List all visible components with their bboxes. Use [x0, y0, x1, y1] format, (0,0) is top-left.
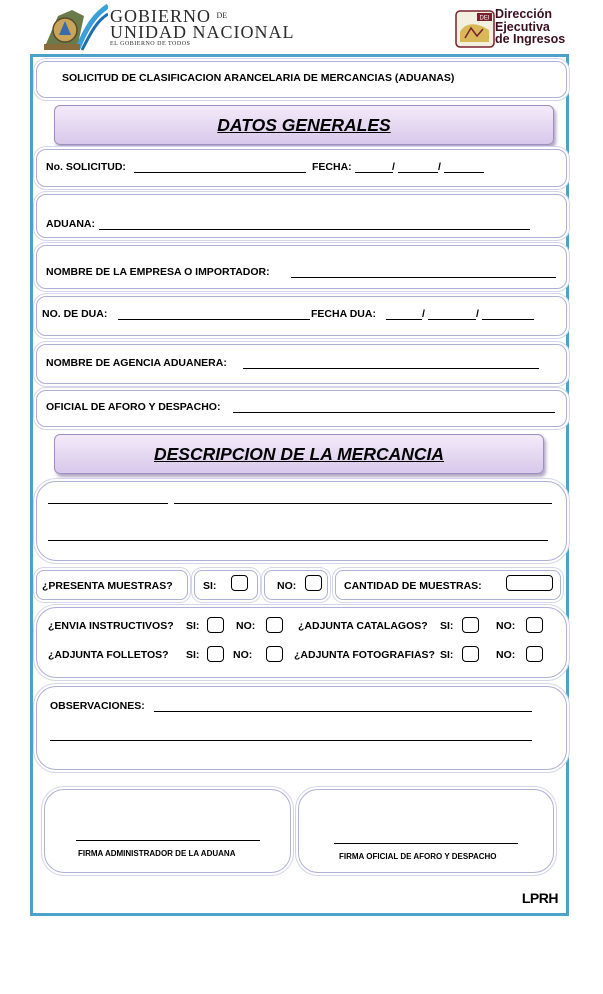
aduana-field[interactable]	[99, 229, 530, 230]
firma-admin-box	[44, 789, 291, 873]
empresa-field[interactable]	[291, 277, 556, 278]
fecha-label: FECHA:	[312, 161, 352, 173]
firma-admin-label: FIRMA ADMINISTRADOR DE LA ADUANA	[78, 849, 236, 858]
svg-text:DEI: DEI	[479, 15, 490, 22]
observaciones-line-1[interactable]	[154, 711, 532, 712]
fotografias-no-label: NO:	[496, 649, 516, 661]
fotografias-si-checkbox[interactable]	[462, 646, 479, 662]
folletos-si-checkbox[interactable]	[207, 646, 224, 662]
instructivos-no-label: NO:	[236, 620, 256, 632]
adjunta-catalogos-label: ¿ADJUNTA CATALAGOS?	[298, 620, 428, 632]
catalogos-si-label: SI:	[440, 620, 454, 632]
cantidad-muestras-label: CANTIDAD DE MUESTRAS:	[344, 580, 482, 592]
section-datos-generales	[54, 105, 554, 145]
adjunta-folletos-label: ¿ADJUNTA FOLLETOS?	[48, 649, 169, 661]
oficial-label: OFICIAL DE AFORO Y DESPACHO:	[46, 401, 221, 413]
descripcion-box	[36, 481, 567, 561]
firma-oficial-label: FIRMA OFICIAL DE AFORO Y DESPACHO	[339, 852, 497, 861]
dei-name: Dirección Ejecutiva de Ingresos	[495, 7, 566, 46]
descripcion-line-1b[interactable]	[174, 503, 552, 504]
section-title: DESCRIPCION DE LA MERCANCIA	[153, 443, 445, 464]
section-title: DATOS GENERALES	[217, 114, 391, 135]
catalogos-no-label: NO:	[496, 620, 516, 632]
folletos-no-checkbox[interactable]	[266, 646, 283, 662]
instructivos-si-label: SI:	[186, 620, 200, 632]
no-dua-field[interactable]	[118, 319, 310, 320]
government-name: GOBIERNO $^{DE}$ UNIDAD NACIONAL EL GOBIERNO DE TODOS	[110, 6, 295, 47]
muestras-si-label: SI:	[203, 580, 217, 592]
cantidad-muestras-input[interactable]	[506, 575, 553, 591]
muestras-si-checkbox[interactable]	[231, 575, 248, 591]
oficial-field[interactable]	[233, 412, 555, 413]
no-solicitud-field[interactable]	[134, 172, 306, 173]
folletos-no-label: NO:	[233, 649, 253, 661]
catalogos-no-checkbox[interactable]	[526, 617, 543, 633]
observaciones-line-2[interactable]	[50, 740, 532, 741]
fecha-year-field[interactable]	[444, 172, 484, 173]
descripcion-line-1a[interactable]	[48, 503, 168, 504]
section-descripcion	[54, 434, 544, 474]
firma-admin-line[interactable]	[76, 840, 260, 841]
aduana-label: ADUANA:	[46, 218, 95, 230]
agencia-label: NOMBRE DE AGENCIA ADUANERA:	[46, 357, 227, 369]
instructivos-si-checkbox[interactable]	[207, 617, 224, 633]
no-dua-label: NO. DE DUA:	[42, 308, 108, 320]
dei-logo-icon	[455, 10, 495, 48]
muestras-no-label: NO:	[277, 580, 297, 592]
observaciones-label: OBSERVACIONES:	[50, 700, 145, 712]
empresa-label: NOMBRE DE LA EMPRESA O IMPORTADOR:	[46, 266, 270, 278]
no-solicitud-label: No. SOLICITUD:	[46, 161, 126, 173]
agencia-field[interactable]	[243, 368, 539, 369]
field-row	[36, 194, 567, 238]
form-code: LPRH	[521, 890, 558, 906]
fecha-month-field[interactable]	[398, 172, 438, 173]
observaciones-box	[36, 686, 567, 770]
fecha-dua-year-field[interactable]	[482, 319, 534, 320]
fecha-day-field[interactable]	[355, 172, 393, 173]
adjuntos-box	[36, 607, 567, 678]
field-row	[36, 296, 567, 336]
fotografias-si-label: SI:	[440, 649, 454, 661]
fecha-dua-month-field[interactable]	[428, 319, 476, 320]
descripcion-line-2[interactable]	[48, 540, 548, 541]
fecha-dua-label: FECHA DUA:	[311, 308, 376, 320]
folletos-si-label: SI:	[186, 649, 200, 661]
instructivos-no-checkbox[interactable]	[266, 617, 283, 633]
presenta-muestras-label: ¿PRESENTA MUESTRAS?	[42, 580, 173, 592]
catalogos-si-checkbox[interactable]	[462, 617, 479, 633]
honduras-coat-of-arms-logo	[38, 4, 108, 52]
adjunta-fotografias-label: ¿ADJUNTA FOTOGRAFIAS?	[294, 649, 435, 661]
page-header	[0, 0, 603, 56]
fecha-dua-day-field[interactable]	[386, 319, 422, 320]
form-title: SOLICITUD DE CLASIFICACION ARANCELARIA DE MERCANCIAS (ADUANAS)	[62, 72, 455, 84]
fotografias-no-checkbox[interactable]	[526, 646, 543, 662]
firma-oficial-line[interactable]	[334, 843, 518, 844]
envia-instructivos-label: ¿ENVIA INSTRUCTIVOS?	[48, 620, 174, 632]
muestras-no-checkbox[interactable]	[305, 575, 322, 591]
